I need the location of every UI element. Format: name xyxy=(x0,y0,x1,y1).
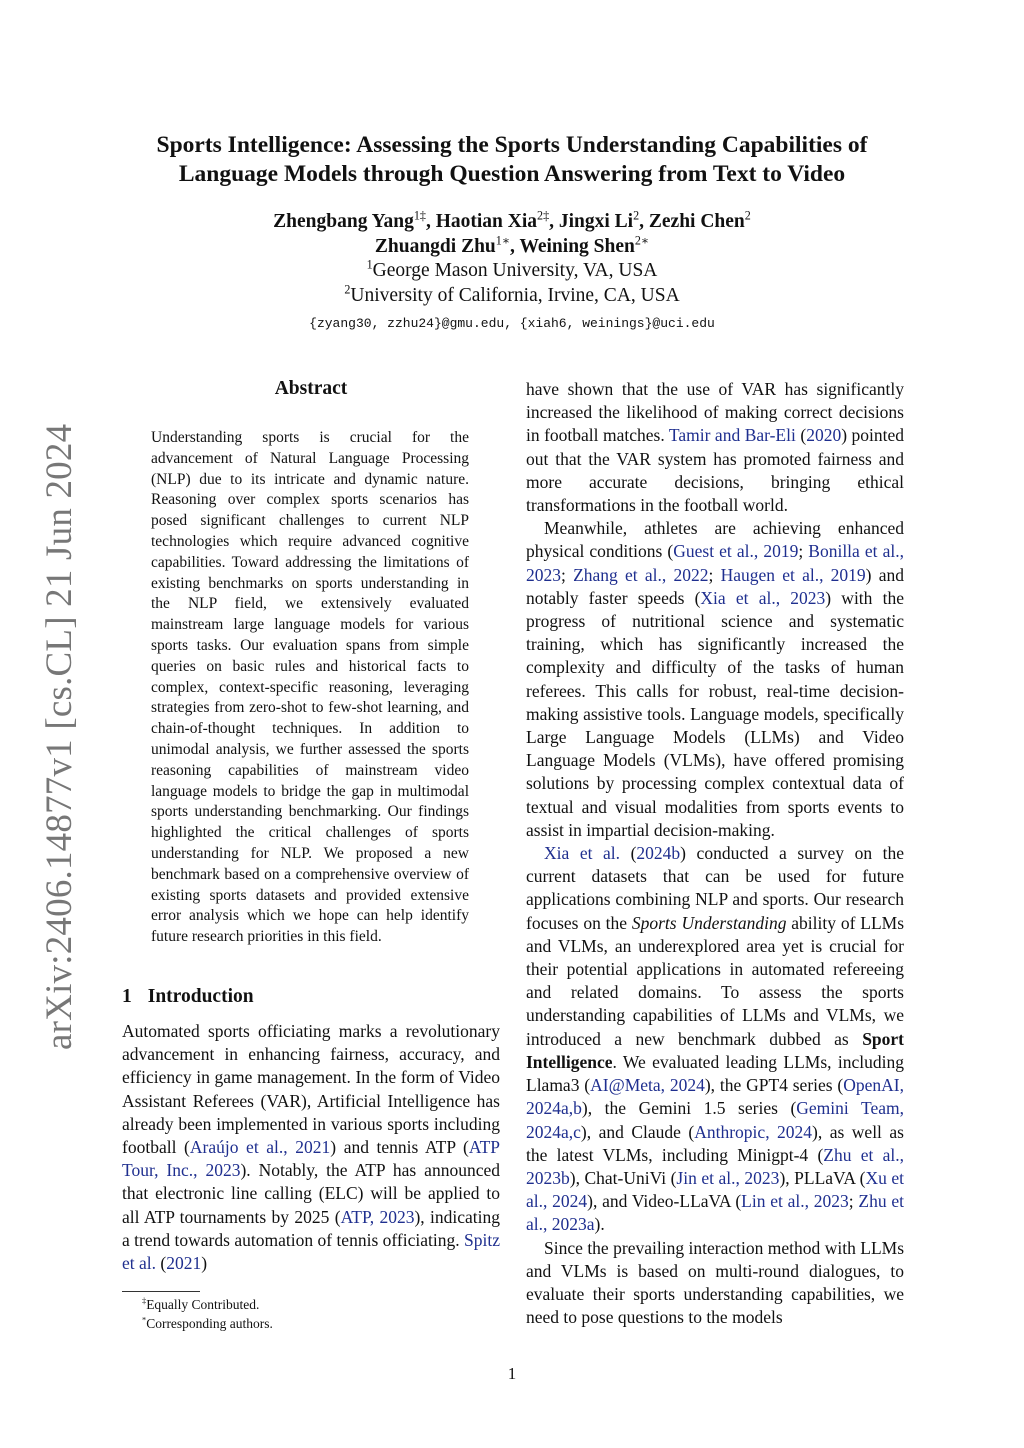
introduction-paragraph-1: Automated sports officiating marks a revolutionary advancement in enhancing fairness, accuracy, and efficiency in game management. In the form of Video Assistant Referees (VAR), Artificial Intelligence has already been implemented in various sports including football (Araújo et al., 2021) and tennis ATP (ATP Tour, Inc., 2023). Notably, the ATP has announced that electronic line calling (ELC) will be applied to all ATP tournaments by 2025 (ATP, 2023), indicating a trend towards automation of tennis officiating. Spitz et al. (2021) xyxy=(122,1021,501,1274)
citation-link[interactable]: Guest et al., 2019 xyxy=(673,541,799,562)
paper-title xyxy=(100,131,924,189)
title-line-2: Language Models through Question Answering from Text to Video xyxy=(178,161,846,187)
paragraph-dialogue: Since the prevailing interaction method with LLMs and VLMs is based on multi-round dialogues, to evaluate their sports understanding capabilities, we need to pose questions to the models xyxy=(526,1237,904,1328)
citation-link[interactable]: ATP, 2023 xyxy=(340,1206,415,1227)
citation-link[interactable]: Zhang et al., 2022 xyxy=(573,564,709,585)
citation-link[interactable]: OpenAI, 2024a,b xyxy=(526,1075,904,1119)
section-heading-introduction xyxy=(122,986,254,1008)
author-name: Zhengbang Yang xyxy=(273,211,414,232)
title-line-1: Sports Intelligence: Assessing the Sports Understanding Capabilities of xyxy=(156,132,868,158)
citation-link[interactable]: 2024b xyxy=(636,843,681,864)
citation-link[interactable]: 2020 xyxy=(806,425,842,446)
footnote-equal-contribution: ‡Equally Contributed. xyxy=(142,1296,260,1312)
author-name: Jingxi Li xyxy=(558,211,634,232)
author-mark: 2‡ xyxy=(537,208,550,223)
citation-link[interactable]: Lin et al., 2023 xyxy=(741,1191,849,1212)
affiliation-2: $^2$University of California, Irvine, CA, USA xyxy=(344,282,680,306)
author-name: Weining Shen xyxy=(519,235,635,257)
abstract-heading: Abstract xyxy=(274,378,348,399)
affiliation-1: $^1$George Mason University, VA, USA xyxy=(366,257,658,281)
author-name: Haotian Xia xyxy=(435,211,538,232)
author-line-1: Zhengbang Yang$^{1\ddagger}$, Haotian Xia$^{2\ddagger}$, Jingxi Li$^2$, Zezhi Chen$^2$ xyxy=(273,208,751,232)
citation-link[interactable]: Spitz et al. xyxy=(122,1229,500,1274)
citation-link[interactable]: Tamir and Bar-Eli xyxy=(668,425,796,446)
author-name: Zhuangdi Zhu xyxy=(374,235,496,257)
citation-link[interactable]: Xia et al. xyxy=(544,843,621,864)
emphasis-text: Sports Understanding xyxy=(631,912,787,933)
author-emails: {zyang30, zzhu24}@gmu.edu, {xiah6, weinings}@uci.edu xyxy=(309,316,715,331)
section-title: Introduction xyxy=(147,986,254,1007)
author-mark: 1∗ xyxy=(495,233,511,247)
citation-link[interactable]: Zhu et al., 2023a xyxy=(526,1191,904,1235)
paragraph-benchmark: Xia et al. (2024b) conducted a survey on the current datasets that can be used for future applications combining NLP and sports. Our research focuses on the Sports Understanding ability of LLMs and VLMs, an underexplored area yet is crucial for their potential applications in automated refereeing and related domains. To assess the sports understanding capabilities of LLMs and VLMs, we introduced a new benchmark dubbed as Sport Intelligence. We evaluated leading LLMs, including Llama3 (AI@Meta, 2024), the GPT4 series (OpenAI, 2024a,b), the Gemini 1.5 series (Gemini Team, 2024a,c), and Claude (Anthropic, 2024), as well as the latest VLMs, including Minigpt-4 (Zhu et al., 2023b), Chat-UniVi (Jin et al., 2023), PLLaVA (Xu et al., 2024), and Video-LLaVA (Lin et al., 2023; Zhu et al., 2023a). xyxy=(526,843,905,1235)
citation-link[interactable]: ATP Tour, Inc., 2023 xyxy=(122,1137,501,1181)
citation-link[interactable]: Xu et al., 2024 xyxy=(526,1167,904,1212)
citation-link[interactable]: Araújo et al., 2021 xyxy=(189,1137,331,1158)
abstract-body: Understanding sports is crucial for the advancement of Natural Language Processing (NLP) due to its intricate and dynamic nature. Reasoning over complex sports scenarios has posed significant challenges to current NLP technologies which require advanced cognitive capabilities. Toward addressing the limitations of existing benchmarks on sports understanding in the NLP field, we extensively evaluated mainstream large language models for various sports tasks. Our evaluation spans from simple queries on basic rules and historical facts to complex, context-specific reasoning, leveraging strategies from zero-shot to few-shot learning, and chain-of-thought techniques. In addition to unimodal analysis, we further assessed the sports reasoning capabilities of mainstream video language models to bridge the gap in multimodal sports understanding benchmarking. Our findings highlighted the critical challenges of sports understanding for NLP. We proposed a new benchmark based on a comprehensive overview of existing sports datasets and provided extensive error analysis which we hope can help identify future research priorities in this field. xyxy=(151,429,469,946)
citation-link[interactable]: Gemini Team, 2024a,c xyxy=(526,1098,904,1142)
author-block xyxy=(100,210,924,337)
author-mark: 2 xyxy=(633,208,640,223)
paragraph-athletes: Meanwhile, athletes are achieving enhanced physical conditions (Guest et al., 2019; Bonilla et al., 2023; Zhang et al., 2022; Haugen et al., 2019) and notably faster speeds (Xia et al., 2023) with the progress of nutritional science and systematic training, which has significantly increased the complexity and difficulty of the tasks of human referees. This calls for robust, real-time decision-making assistive tools. Language models, specifically Large Language Models (LLMs) and Video Language Models (VLMs), have offered promising solutions by processing complex contextual data of textual and visual modalities from sports events to assist in impartial decision-making. xyxy=(526,518,904,840)
right-column xyxy=(526,378,904,1329)
page-number: 1 xyxy=(507,1364,517,1383)
author-mark: 1‡ xyxy=(413,208,426,223)
citation-link[interactable]: Anthropic, 2024 xyxy=(694,1121,813,1142)
citation-link[interactable]: Zhu et al., 2023b xyxy=(526,1144,904,1188)
author-line-2: Zhuangdi Zhu$^{1∗}$, Weining Shen$^{2∗}$ xyxy=(374,233,650,257)
author-mark: 2 xyxy=(744,208,751,223)
section-number: 1 xyxy=(122,986,132,1007)
benchmark-name: Sport Intelligence xyxy=(526,1028,904,1072)
arxiv-identifier: arXiv:2406.14877v1 [cs.CL] 21 Jun 2024 xyxy=(39,423,80,1050)
citation-link[interactable]: Haugen et al., 2019 xyxy=(720,564,866,585)
paragraph-var-continuation: have shown that the use of VAR has significantly increased the likelihood of making correct decisions in football matches. Tamir and Bar-Eli (2020) pointed out that the VAR system has promoted fairness and more accurate decisions, bringing ethical transformations in the football world. xyxy=(526,379,904,516)
citation-link[interactable]: Bonilla et al., 2023 xyxy=(526,541,904,585)
author-name: Zezhi Chen xyxy=(648,211,745,232)
author-mark: 2∗ xyxy=(634,233,650,247)
footnote-rule xyxy=(122,1291,200,1292)
citation-link[interactable]: AI@Meta, 2024 xyxy=(590,1075,705,1096)
citation-link[interactable]: Jin et al., 2023 xyxy=(676,1167,780,1188)
citation-link[interactable]: 2021 xyxy=(166,1253,202,1274)
footnote-corresponding: *Corresponding authors. xyxy=(142,1315,273,1331)
citation-link[interactable]: Xia et al., 2023 xyxy=(700,587,826,608)
